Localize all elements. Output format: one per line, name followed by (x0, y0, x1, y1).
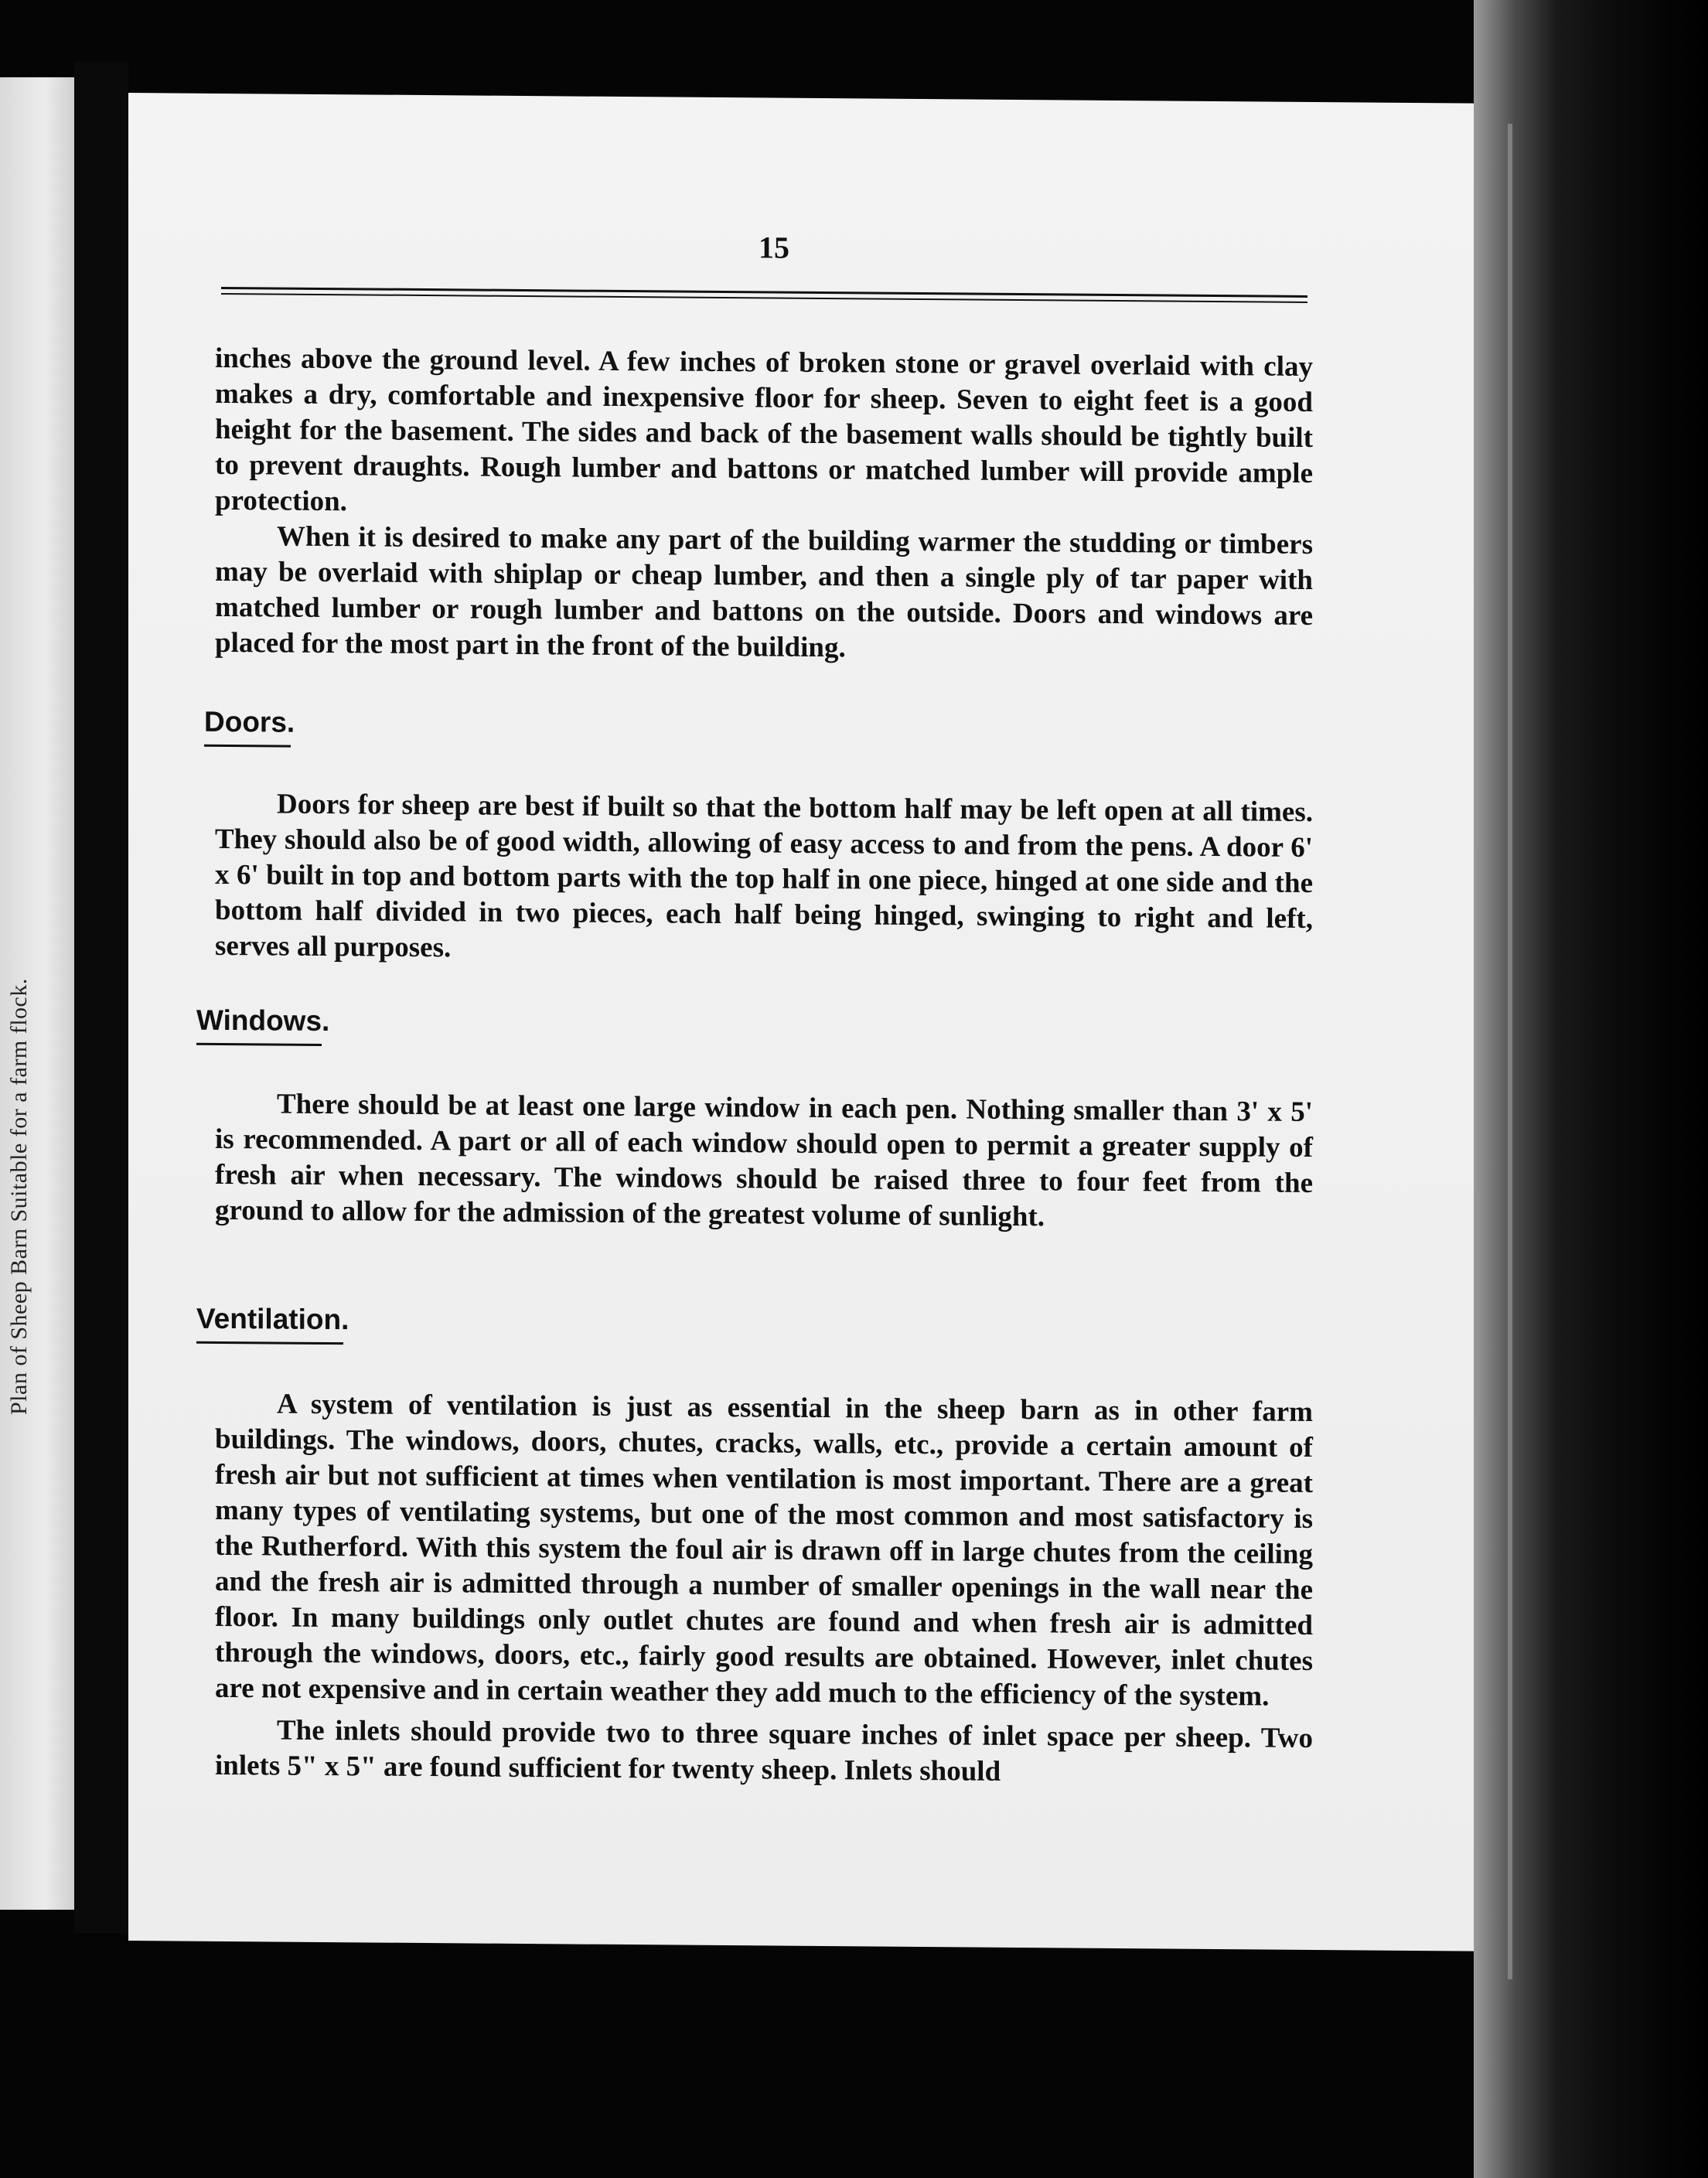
side-caption: Plan of Sheep Barn Suitable for a farm flock. (6, 978, 32, 1415)
intro-paragraph-1: inches above the ground level. A few inches of broken stone or gravel overlaid with clay makes a dry, comfortable and inexpensive floor for sheep. Seven to eight feet is a good height for the basement. The sides and back of the basement walls should be tightly built to prevent draughts. Rough lumber and battons or matched lumber will provide ample protection. (215, 342, 1313, 518)
doors-text (215, 786, 1313, 973)
ventilation-paragraph-2: The inlets should provide two to three square inches of inlet space per sheep. Two inlets 5" x 5" are found sufficient for twenty sheep. Inlets should (215, 1714, 1313, 1788)
heading-doors: Doors. (204, 705, 295, 738)
previous-page-edge (0, 77, 74, 1910)
page-number: 15 (759, 230, 789, 265)
windows-text (215, 1086, 1313, 1237)
heading-ventilation: Ventilation. (196, 1302, 349, 1336)
binding-gutter (74, 62, 128, 1933)
doors-paragraph: Doors for sheep are best if built so that the bottom half may be left open at all times. They should also be of good width, allowing of easy access to and from the pens. A door 6' x 6' built in top and bottom parts with the top half in one piece, hinged at one side and the bottom half divided in two pieces, each half being hinged, swinging to right and left, serves all purposes. (215, 788, 1313, 964)
intro-text (215, 341, 1313, 670)
ventilation-text (215, 1386, 1313, 1792)
document-page (128, 93, 1474, 1951)
heading-windows: Windows. (196, 1004, 330, 1038)
heading-ventilation-underline (196, 1341, 343, 1345)
windows-paragraph: There should be at least one large window in each pen. Nothing smaller than 3' x 5' is recommended. A part or all of each window should open to permit a greater supply of fresh air when necessary. The windows should be raised three to four feet from the ground to allow for the admission of the greatest volume of sunlight. (215, 1088, 1313, 1233)
heading-windows-underline (196, 1043, 322, 1046)
ventilation-paragraph-1: A system of ventilation is just as essential in the sheep barn as in other farm buildings. The windows, doors, chutes, cracks, walls, etc., provide a certain amount of fresh air but not sufficient at times when ventilation is most important. There are a great many types of ventilating systems, but one of the most common and most satisfactory is the Rutherford. With this system the foul air is drawn off in large chutes from the ceiling and the fresh air is admitted through a number of smaller openings in the wall near the floor. In many buildings only outlet chutes are found and when fresh air is admitted through the windows, doors, etc., fairly good results are obtained. However, inlet chutes are not expensive and in certain weather they add much to the efficiency of the system. (215, 1388, 1313, 1713)
heading-doors-underline (204, 745, 291, 748)
intro-paragraph-2: When it is desired to make any part of the building warmer the studding or timbers may be overlaid with shiplap or cheap lumber, and then a single ply of tar paper with matched lumber or rough lumber and battons on the outside. Doors and windows are placed for the most part in the front of the building. (215, 520, 1313, 664)
scan-streak (1508, 124, 1512, 1979)
header-rule (221, 287, 1307, 298)
